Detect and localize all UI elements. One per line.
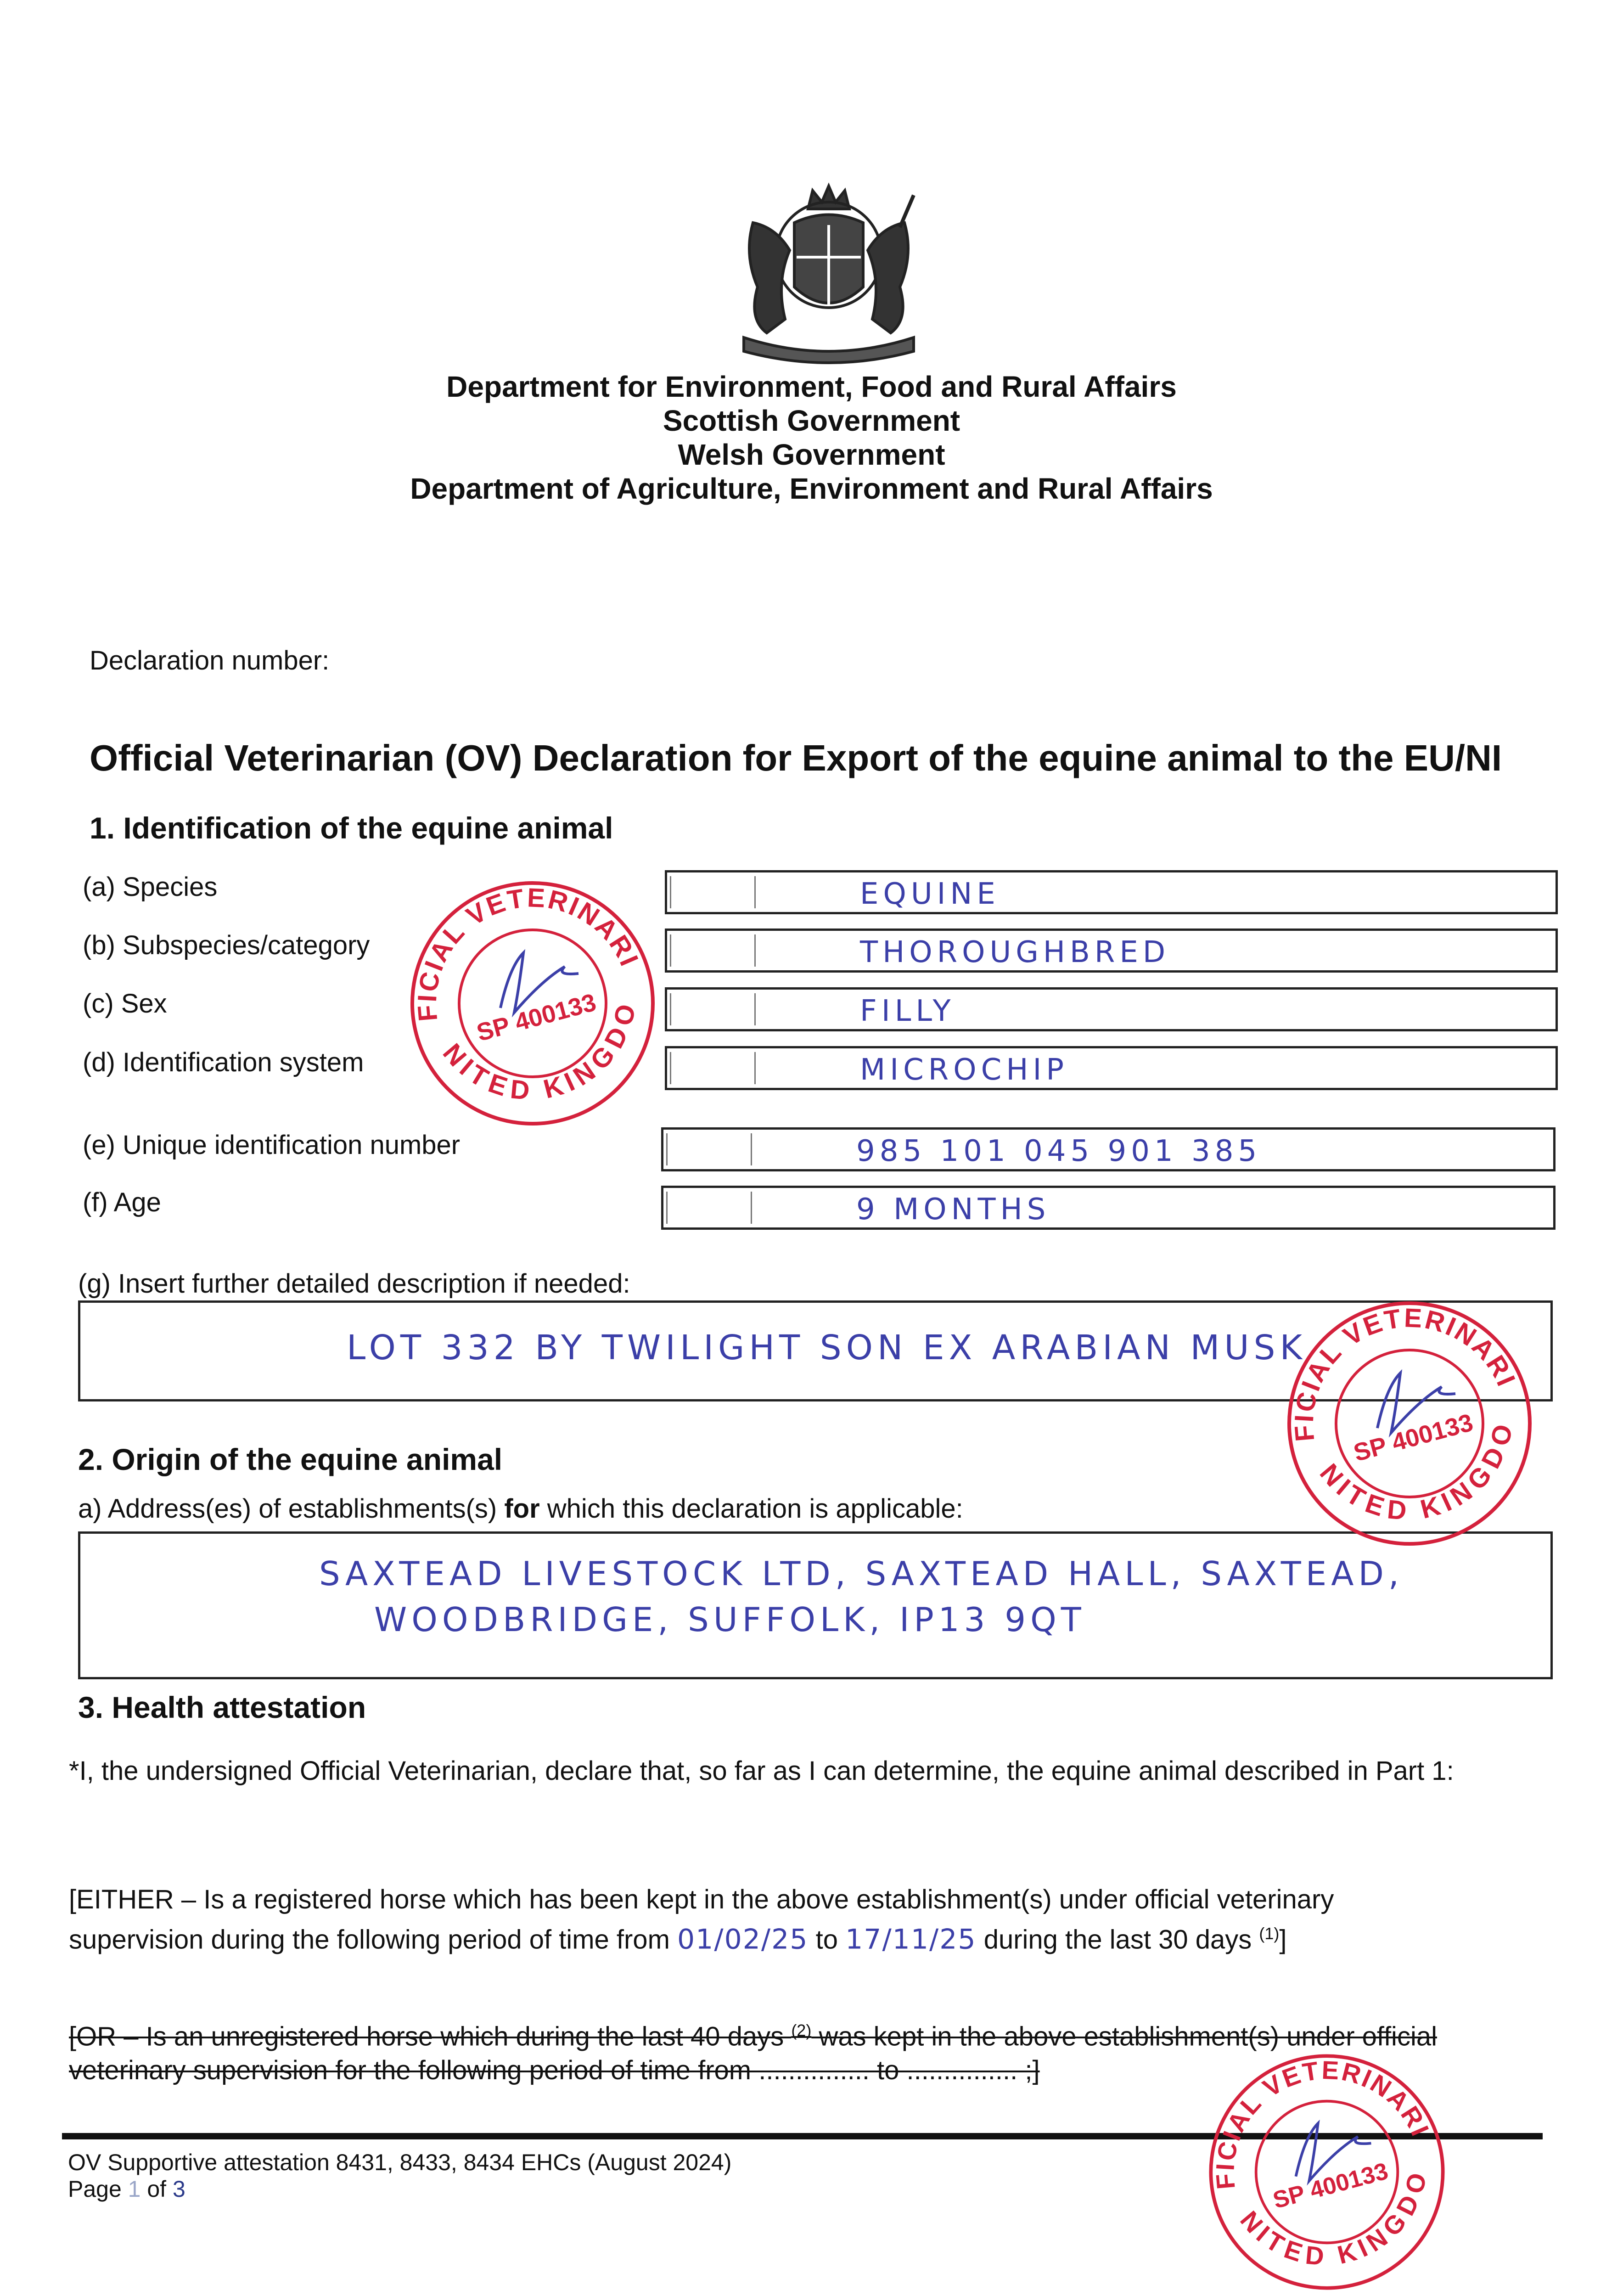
health-attestation-intro: *I, the undersigned Official Veterinarian, declare that, so far as I can determine, the equine animal described in Part 1: — [69, 1756, 1454, 1786]
stamp-number: SP 400133 — [1350, 1408, 1476, 1467]
official-vet-stamp — [1281, 1295, 1538, 1552]
section3-heading: 3. Health attestation — [78, 1690, 366, 1724]
stamp-top-text: OFFICIAL VETERINARIAN — [1210, 2055, 1436, 2191]
official-vet-stamp — [404, 875, 661, 1132]
dept-daera: Department of Agriculture, Environment and Rural Affairs — [410, 472, 1213, 505]
section2-heading: 2. Origin of the equine animal — [78, 1442, 503, 1476]
svg-text:UNITED KINGDOM — [404, 875, 660, 1132]
description-value: LOT 332 BY TWILIGHT SON EX ARABIAN MUSK — [347, 1328, 1307, 1367]
svg-text:UNITED KINGDOM — [1203, 2048, 1450, 2296]
subspecies-field[interactable] — [665, 929, 1558, 973]
identification-system-value: MICROCHIP — [860, 1053, 1068, 1087]
official-vet-stamp — [1203, 2048, 1451, 2296]
either-from-date: 01/02/25 — [677, 1923, 809, 1956]
dept-scottish-government: Scottish Government — [663, 404, 960, 437]
age-field[interactable] — [661, 1186, 1556, 1230]
dept-welsh-government: Welsh Government — [678, 438, 945, 471]
species-label: (a) Species — [83, 872, 218, 902]
sex-value: FILLY — [860, 994, 955, 1028]
section1-heading: 1. Identification of the equine animal — [90, 811, 613, 845]
age-value: 9 MONTHS — [856, 1193, 1050, 1227]
stamp-number: SP 400133 — [1270, 2157, 1391, 2214]
or-clause-struck: [OR – Is an unregistered horse which during the last 40 days $^{(2)}$ was kept in the above establishment(s) under official veterinary supervision for the following period of time from ............... to ............... ;] — [69, 2021, 1437, 2086]
address-line-2: WOODBRIDGE, SUFFOLK, IP13 9QT — [374, 1600, 1086, 1639]
establishment-address-field[interactable] — [78, 1531, 1553, 1679]
stamp-number: SP 400133 — [473, 988, 599, 1047]
description-label: (g) Insert further detailed description if needed: — [78, 1269, 630, 1299]
sex-label: (c) Sex — [83, 989, 167, 1019]
dept-defra: Department for Environment, Food and Rural Affairs — [446, 370, 1177, 403]
page-number: Page 1 of 3 — [68, 2176, 185, 2202]
unique-id-label: (e) Unique identification number — [83, 1130, 461, 1160]
identification-system-label: (d) Identification system — [83, 1047, 364, 1077]
address-line-1: SAXTEAD LIVESTOCK LTD, SAXTEAD HALL, SAXTEAD, — [319, 1554, 1404, 1593]
sex-field[interactable] — [665, 987, 1558, 1031]
subspecies-label: (b) Subspecies/category — [83, 930, 370, 960]
stamp-bottom-text: UNITED KINGDOM — [1314, 1420, 1519, 1526]
unique-id-field[interactable] — [661, 1127, 1556, 1171]
declaration-number-label: Declaration number: — [90, 646, 330, 675]
identification-system-field[interactable] — [665, 1046, 1558, 1090]
document-title: Official Veterinarian (OV) Declaration for Export of the equine animal to the EU/NI — [90, 737, 1502, 778]
species-value: EQUINE — [860, 877, 1000, 911]
svg-text:UNITED KINGDOM — [1281, 1295, 1537, 1552]
species-field[interactable] — [665, 870, 1558, 914]
subspecies-value: THOROUGHBRED — [860, 935, 1170, 969]
either-to-date: 17/11/25 — [845, 1923, 977, 1956]
either-clause: [EITHER – Is a registered horse which has been kept in the above establishment(s) under official veterinary supervision during the following period of time from 01/02/25 to 17/11/25 during the last 30 days $^{(1)}$] — [69, 1885, 1334, 1956]
stamp-top-text: OFFICIAL VETERINARIAN — [412, 883, 645, 1023]
footer-attestation: OV Supportive attestation 8431, 8433, 8434 EHCs (August 2024) — [68, 2150, 732, 2175]
royal-coat-of-arms — [716, 181, 941, 370]
stamp-top-text: OFFICIAL VETERINARIAN — [1289, 1303, 1522, 1443]
unique-id-value: 985 101 045 901 385 — [856, 1134, 1262, 1168]
age-label: (f) Age — [83, 1187, 161, 1217]
stamp-bottom-text: UNITED KINGDOM — [1235, 2168, 1432, 2271]
stamp-bottom-text: UNITED KINGDOM — [437, 1000, 642, 1106]
section2-subheading: a) Address(es) of establishments(s) for which this declaration is applicable: — [78, 1494, 963, 1524]
